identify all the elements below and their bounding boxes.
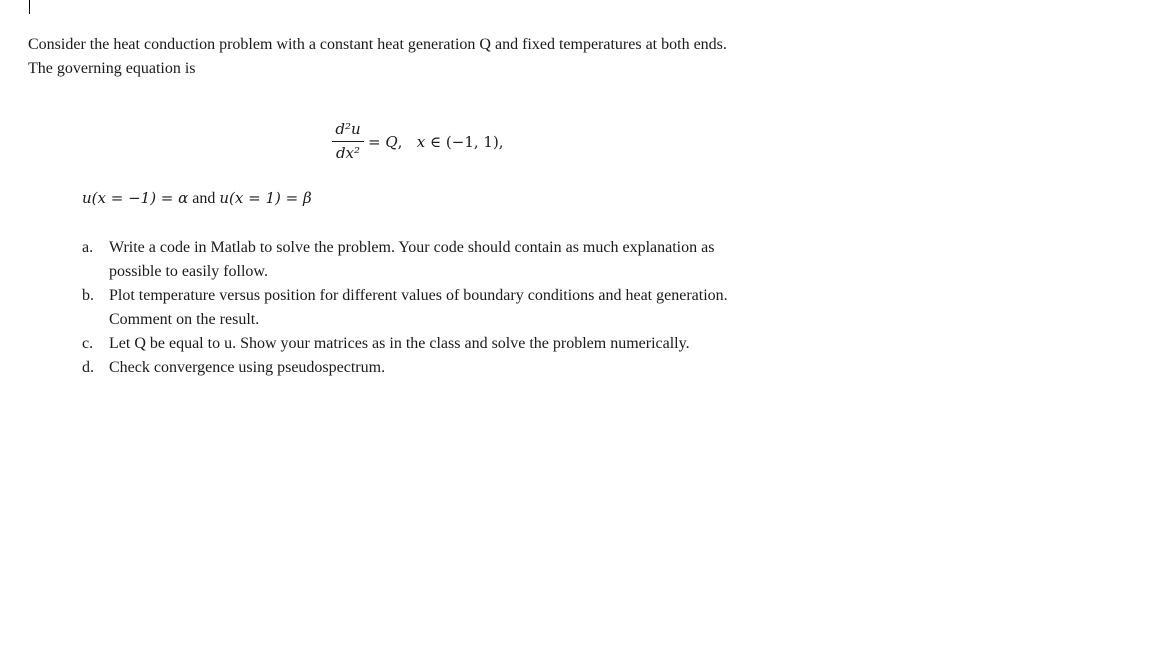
list-item [82,332,742,356]
list-item [82,356,742,380]
list-item-text: Plot temperature versus position for different values of boundary conditions and heat generation. Comment on the result. [109,287,728,328]
domain-interval: (−1, 1), [445,133,504,151]
left-boundary-condition: u(x = −1) = α [82,189,189,207]
boundary-and-word: and [192,190,216,207]
list-item-letter: d. [82,359,94,376]
fraction-denominator: dx² [335,144,361,162]
list-item [82,236,742,284]
list-item-text: Check convergence using pseudospectrum. [109,359,386,376]
domain-variable: x [416,133,426,151]
intro-text: Consider the heat conduction problem with a constant heat generation Q and fixed temperatures at both ends. The governing equation is [28,36,727,77]
list-item-text: Let Q be equal to u. Show your matrices as in the class and solve the problem numerically. [109,335,690,352]
list-item-letter: a. [82,239,94,256]
element-of-symbol: ∈ [430,133,442,151]
text-cursor [29,0,30,14]
intro-paragraph [28,33,748,81]
list-item-letter: b. [82,287,94,304]
task-list [82,236,742,380]
second-derivative-fraction [332,118,364,164]
fraction-numerator: d²u [332,118,364,142]
list-item-text: Write a code in Matlab to solve the problem. Your code should contain as much explanation as possible to easily follow. [109,239,715,280]
right-boundary-condition: u(x = 1) = β [219,189,312,207]
list-item [82,284,742,332]
rhs-comma: , [397,133,403,151]
equals-sign: = [368,133,381,151]
rhs-q: Q [385,133,398,151]
list-item-letter: c. [82,335,94,352]
equation-rhs [368,133,504,151]
boundary-conditions [82,189,312,208]
